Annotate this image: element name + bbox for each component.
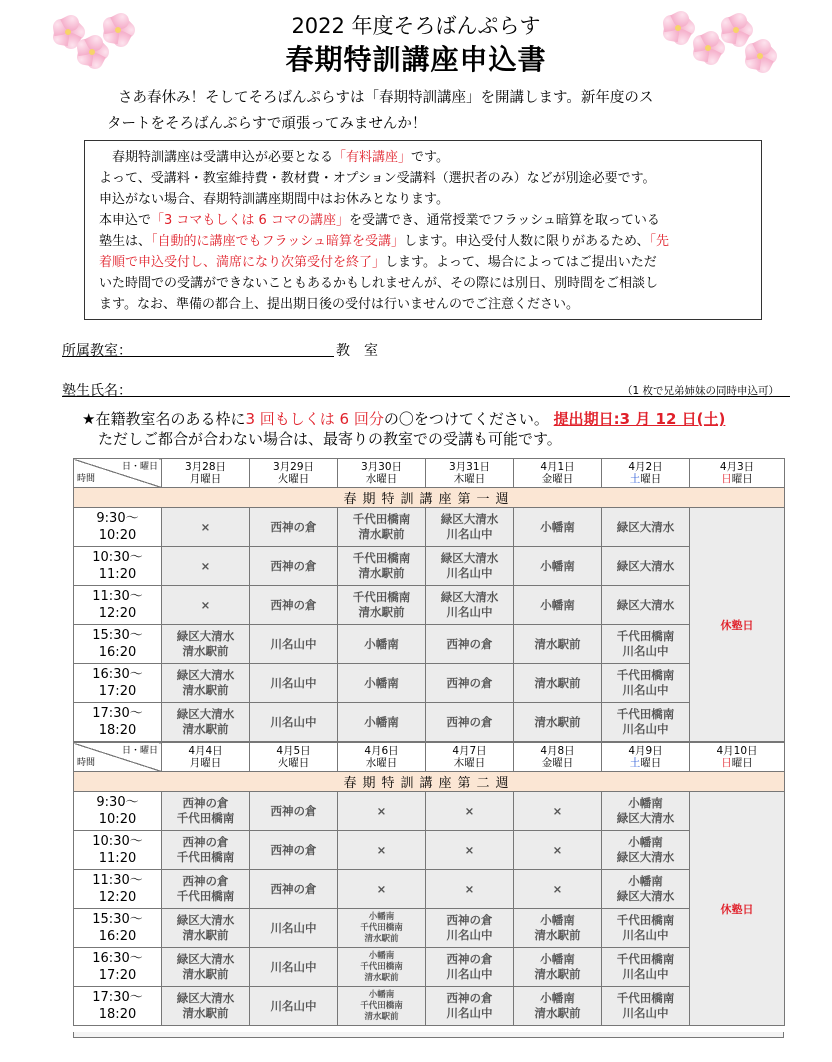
slot-cell[interactable]: 西神の倉 xyxy=(250,831,338,870)
slot-cell[interactable]: 西神の倉 xyxy=(426,664,514,703)
slot-cell[interactable]: 西神の倉 千代田橋南 xyxy=(162,870,250,909)
slot-cell[interactable]: 川名山中 xyxy=(250,948,338,987)
time-slot: 10:30～ 11:20 xyxy=(74,831,162,870)
table-row xyxy=(74,792,785,831)
table-row xyxy=(74,987,785,1026)
slot-cell[interactable]: 緑区大清水 川名山中 xyxy=(426,508,514,547)
table-row xyxy=(74,831,785,870)
slot-cell[interactable]: 緑区大清水 川名山中 xyxy=(426,586,514,625)
day-header: 3月28日 月曜日 xyxy=(162,459,250,488)
table-row xyxy=(74,508,785,547)
day-header: 4月7日 木曜日 xyxy=(426,743,514,772)
day-header: 3月29日 火曜日 xyxy=(250,459,338,488)
slot-cell[interactable]: × xyxy=(338,870,426,909)
page-title: 春期特訓講座申込書 xyxy=(285,43,547,76)
slot-cell[interactable]: 清水駅前 xyxy=(514,664,602,703)
slot-cell[interactable]: 千代田橋南 川名山中 xyxy=(602,625,690,664)
deadline: 提出期日:3 月 12 日(土) xyxy=(553,410,726,428)
slot-cell[interactable]: 清水駅前 xyxy=(514,703,602,742)
slot-cell[interactable]: 小幡南 清水駅前 xyxy=(514,909,602,948)
slot-cell[interactable]: 西神の倉 xyxy=(426,625,514,664)
classroom-label: 所属教室： xyxy=(62,343,132,359)
slot-cell[interactable]: 小幡南 xyxy=(514,508,602,547)
schedule-table-week-1 xyxy=(73,458,785,742)
slot-cell[interactable]: 小幡南 清水駅前 xyxy=(514,987,602,1026)
classroom-field[interactable] xyxy=(62,340,132,360)
day-header: 4月3日 日曜日 xyxy=(690,459,785,488)
header-corner: 日・曜日 時間 xyxy=(74,743,162,772)
intro-text-line2: タートをそろばんぷらすで頑張ってみませんか！ xyxy=(107,116,427,132)
slot-cell[interactable]: × xyxy=(514,870,602,909)
time-slot: 9:30～ 10:20 xyxy=(74,792,162,831)
slot-cell[interactable]: 緑区大清水 川名山中 xyxy=(426,547,514,586)
slot-cell[interactable]: 小幡南 xyxy=(338,664,426,703)
slot-cell[interactable]: × xyxy=(426,870,514,909)
closed-day-cell: 休塾日 xyxy=(690,792,785,1026)
slot-cell[interactable]: 小幡南 千代田橋南 清水駅前 xyxy=(338,948,426,987)
table-row xyxy=(74,703,785,742)
slot-cell[interactable]: 西神の倉 xyxy=(250,586,338,625)
slot-cell[interactable]: 西神の倉 川名山中 xyxy=(426,948,514,987)
day-header: 4月4日 月曜日 xyxy=(162,743,250,772)
table-row xyxy=(74,547,785,586)
slot-cell[interactable]: 西神の倉 xyxy=(250,547,338,586)
slot-cell[interactable]: 清水駅前 xyxy=(514,625,602,664)
time-slot: 15:30～ 16:20 xyxy=(74,625,162,664)
slot-cell[interactable]: × xyxy=(426,792,514,831)
slot-cell[interactable]: 千代田橋南 清水駅前 xyxy=(338,508,426,547)
slot-cell[interactable]: × xyxy=(514,831,602,870)
slot-cell[interactable]: 小幡南 緑区大清水 xyxy=(602,870,690,909)
slot-cell[interactable]: 千代田橋南 清水駅前 xyxy=(338,547,426,586)
day-header: 4月8日 金曜日 xyxy=(514,743,602,772)
day-header: 3月30日 水曜日 xyxy=(338,459,426,488)
slot-cell[interactable]: 西神の倉 xyxy=(426,703,514,742)
slot-cell[interactable]: 緑区大清水 xyxy=(602,586,690,625)
slot-cell[interactable]: 千代田橋南 川名山中 xyxy=(602,664,690,703)
day-header: 4月10日 日曜日 xyxy=(690,743,785,772)
time-slot: 9:30～ 10:20 xyxy=(74,508,162,547)
slot-cell[interactable]: 緑区大清水 清水駅前 xyxy=(162,909,250,948)
table-row xyxy=(74,625,785,664)
slot-cell[interactable]: × xyxy=(162,508,250,547)
day-header: 4月6日 水曜日 xyxy=(338,743,426,772)
day-header: 4月1日 金曜日 xyxy=(514,459,602,488)
instruction-line2: ただしご都合が合わない場合は、最寄りの教室での受講も可能です。 xyxy=(98,430,562,448)
closed-day-cell: 休塾日 xyxy=(690,508,785,742)
table-row xyxy=(74,664,785,703)
time-slot: 17:30～ 18:20 xyxy=(74,703,162,742)
time-slot: 10:30～ 11:20 xyxy=(74,547,162,586)
slot-cell[interactable]: 千代田橋南 清水駅前 xyxy=(338,586,426,625)
slot-cell[interactable]: 緑区大清水 xyxy=(602,508,690,547)
schedule-table-week-2 xyxy=(73,742,785,1026)
intro-text-line1: さあ春休み！そしてそろばんぷらすは「春期特訓講座」を開講します。新年度のス xyxy=(118,90,654,106)
table-row xyxy=(74,909,785,948)
slot-cell[interactable]: × xyxy=(162,586,250,625)
slot-cell[interactable]: 小幡南 緑区大清水 xyxy=(602,792,690,831)
classroom-underline xyxy=(62,356,334,357)
slot-cell[interactable]: 小幡南 xyxy=(514,547,602,586)
slot-cell[interactable]: 川名山中 xyxy=(250,625,338,664)
slot-cell[interactable]: 西神の倉 川名山中 xyxy=(426,909,514,948)
slot-cell[interactable]: 西神の倉 xyxy=(250,792,338,831)
time-slot: 15:30～ 16:20 xyxy=(74,909,162,948)
slot-cell[interactable]: × xyxy=(514,792,602,831)
table-row xyxy=(74,586,785,625)
slot-cell[interactable]: × xyxy=(338,831,426,870)
slot-cell[interactable]: 川名山中 xyxy=(250,664,338,703)
day-header: 3月31日 木曜日 xyxy=(426,459,514,488)
time-slot: 11:30～ 12:20 xyxy=(74,586,162,625)
slot-cell[interactable]: 緑区大清水 xyxy=(602,547,690,586)
slot-cell[interactable]: 緑区大清水 清水駅前 xyxy=(162,948,250,987)
slot-cell[interactable]: 千代田橋南 川名山中 xyxy=(602,909,690,948)
time-slot: 16:30～ 17:20 xyxy=(74,948,162,987)
slot-cell[interactable]: 緑区大清水 清水駅前 xyxy=(162,625,250,664)
slot-cell[interactable]: 西神の倉 川名山中 xyxy=(426,987,514,1026)
slot-cell[interactable]: 千代田橋南 川名山中 xyxy=(602,948,690,987)
slot-cell[interactable]: × xyxy=(162,547,250,586)
table-row xyxy=(74,870,785,909)
slot-cell[interactable]: 緑区大清水 清水駅前 xyxy=(162,703,250,742)
slot-cell[interactable]: 千代田橋南 川名山中 xyxy=(602,987,690,1026)
slot-cell[interactable]: 小幡南 清水駅前 xyxy=(514,948,602,987)
page-subtitle: 2022 年度そろばんぷらす xyxy=(291,14,541,38)
day-header: 4月5日 火曜日 xyxy=(250,743,338,772)
slot-cell[interactable]: 西神の倉 千代田橋南 xyxy=(162,792,250,831)
slot-cell[interactable]: 川名山中 xyxy=(250,909,338,948)
slot-cell[interactable]: 西神の倉 千代田橋南 xyxy=(162,831,250,870)
week-title: 春期特訓講座第一週 xyxy=(74,488,785,508)
slot-cell[interactable]: 千代田橋南 川名山中 xyxy=(602,703,690,742)
slot-cell[interactable]: 小幡南 xyxy=(338,625,426,664)
time-slot: 16:30～ 17:20 xyxy=(74,664,162,703)
table-bottom-strip xyxy=(73,1032,784,1038)
slot-cell[interactable]: 小幡南 緑区大清水 xyxy=(602,831,690,870)
slot-cell[interactable]: 川名山中 xyxy=(250,703,338,742)
slot-cell[interactable]: 川名山中 xyxy=(250,987,338,1026)
slot-cell[interactable]: 緑区大清水 清水駅前 xyxy=(162,664,250,703)
time-slot: 11:30～ 12:20 xyxy=(74,870,162,909)
day-header: 4月9日 土曜日 xyxy=(602,743,690,772)
instruction-line1: ★在籍教室名のある枠に3 回もしくは 6 回分の〇をつけてください。 提出期日:3 月 12 日(土) xyxy=(82,410,726,428)
week-title: 春期特訓講座第二週 xyxy=(74,772,785,792)
table-row xyxy=(74,948,785,987)
slot-cell[interactable]: 西神の倉 xyxy=(250,870,338,909)
sibling-note: （1 枚で兄弟姉妹の同時申込可） xyxy=(622,385,780,397)
slot-cell[interactable]: 小幡南 千代田橋南 清水駅前 xyxy=(338,909,426,948)
slot-cell[interactable]: × xyxy=(426,831,514,870)
classroom-suffix: 教 室 xyxy=(336,343,378,359)
student-name-field[interactable] xyxy=(62,380,132,400)
slot-cell[interactable]: × xyxy=(338,792,426,831)
slot-cell[interactable]: 緑区大清水 清水駅前 xyxy=(162,987,250,1026)
slot-cell[interactable]: 小幡南 xyxy=(514,586,602,625)
time-slot: 17:30～ 18:20 xyxy=(74,987,162,1026)
slot-cell[interactable]: 小幡南 千代田橋南 清水駅前 xyxy=(338,987,426,1026)
slot-cell[interactable]: 西神の倉 xyxy=(250,508,338,547)
slot-cell[interactable]: 小幡南 xyxy=(338,703,426,742)
student-name-label: 塾生氏名： xyxy=(62,383,132,399)
notice-box: 春期特訓講座は受講申込が必要となる「有料講座」です。 よって、受講料・教室維持費・教材費・オプション受講料（選択者のみ）などが別途必要です。 申込がない場合、春期特訓講座期間中はお休みとなります。 本申込で「3 コマもしくは 6 コマの講座」を受講でき、通常授業でフラッシュ暗算を取っている 塾生は、「自動的に講座でもフラッシュ暗算を受講」します。申込受付人数に限りがあるため、「先 着順で申込受付し、満席になり次第受付を終了」します。よって、場合によってはご提出いただ いた時間での受講ができないこともあるかもしれませんが、その際には別日、別時間をご相談し ます。なお、準備の都合上、提出期日後の受付は行いませんのでご注意ください。 xyxy=(84,140,762,320)
header-corner: 日・曜日 時間 xyxy=(74,459,162,488)
day-header: 4月2日 土曜日 xyxy=(602,459,690,488)
